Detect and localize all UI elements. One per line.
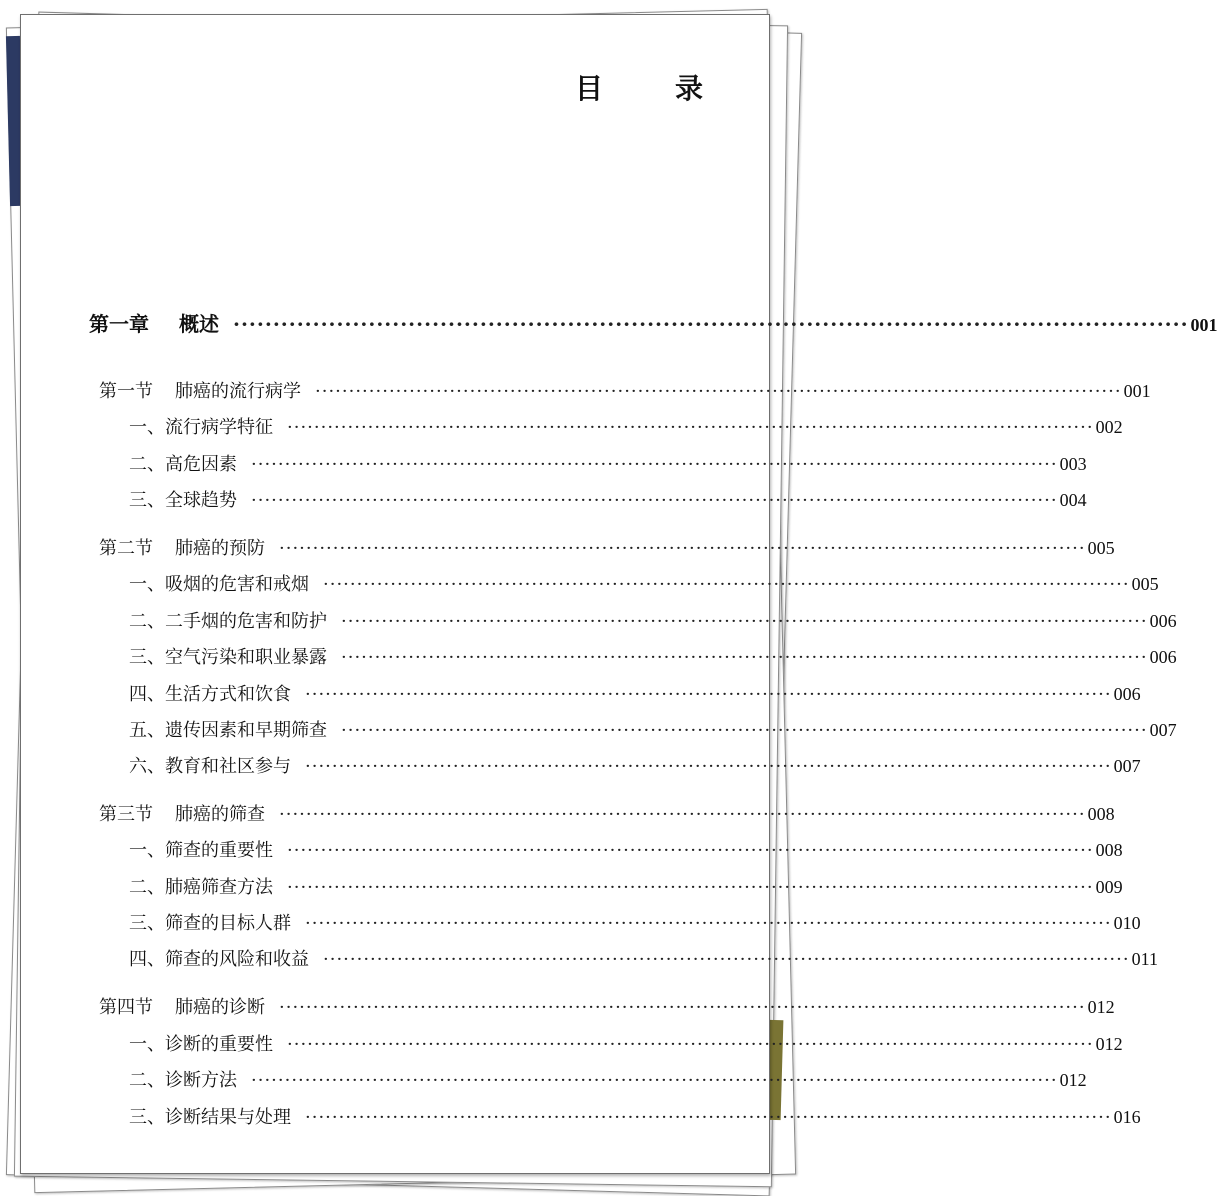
page-title: 目 录 — [574, 72, 725, 105]
toc-entry-title: 吸烟的危害和戒烟 — [165, 574, 309, 595]
toc-leader-dots: ························································································································ — [279, 804, 1086, 825]
toc-entry-item — [129, 413, 1123, 439]
toc-leader-dots: ························································································································ — [279, 538, 1086, 559]
toc-entry-section — [99, 993, 1115, 1019]
toc-entry-item — [129, 450, 1087, 476]
toc-leader-dots: ························································································································ — [233, 312, 1189, 336]
toc-page-number: 007 — [1149, 720, 1177, 740]
toc-page-number: 009 — [1095, 877, 1123, 897]
toc-entry-title: 全球趋势 — [165, 490, 237, 511]
toc-entry-item — [129, 1066, 1087, 1092]
toc-entry-section — [99, 534, 1115, 560]
toc-entry-title: 空气污染和职业暴露 — [165, 647, 327, 668]
toc-leader-dots: ························································································································ — [305, 1107, 1112, 1128]
toc-entry-title: 概述 — [179, 312, 219, 336]
toc-entry-item — [129, 945, 1158, 971]
toc-page-number: 012 — [1095, 1034, 1123, 1054]
toc-entry-title: 筛查的风险和收益 — [165, 949, 309, 970]
toc-leader-dots: ························································································································ — [287, 877, 1094, 898]
toc-entry-number: 第一章 — [89, 312, 149, 336]
toc-entry-number: 四、 — [129, 949, 165, 970]
toc-entry-number: 三、 — [129, 913, 165, 934]
toc-leader-dots: ························································································································ — [305, 913, 1112, 934]
toc-page-number: 001 — [1123, 381, 1151, 401]
toc-entry-title: 遗传因素和早期筛查 — [165, 720, 327, 741]
toc-entry-title: 二手烟的危害和防护 — [165, 611, 327, 632]
toc-entry-item — [129, 873, 1123, 899]
toc-page-number: 005 — [1087, 538, 1115, 558]
toc-entry-item — [129, 680, 1141, 706]
toc-entry-number: 第四节 — [99, 997, 153, 1018]
toc-page-number: 008 — [1095, 840, 1123, 860]
toc-entry-title: 教育和社区参与 — [165, 756, 291, 777]
toc-entry-title: 肺癌的流行病学 — [175, 381, 301, 402]
toc-entry-title: 筛查的重要性 — [165, 840, 273, 861]
toc-entry-number: 二、 — [129, 611, 165, 632]
toc-page-number: 006 — [1113, 684, 1141, 704]
toc-entry-number: 第一节 — [99, 381, 153, 402]
toc-entry-number: 二、 — [129, 1070, 165, 1091]
toc-leader-dots: ························································································································ — [251, 454, 1058, 475]
toc-entry-title: 生活方式和饮食 — [165, 684, 291, 705]
toc-page-number: 004 — [1059, 490, 1087, 510]
toc-entry-title: 流行病学特征 — [165, 417, 273, 438]
toc-entry-chapter — [89, 308, 1218, 337]
toc-leader-dots: ························································································································ — [341, 611, 1148, 632]
toc-entry-number: 五、 — [129, 720, 165, 741]
toc-leader-dots: ························································································································ — [323, 574, 1130, 595]
toc-leader-dots: ························································································································ — [287, 417, 1094, 438]
toc-entry-item — [129, 1103, 1141, 1129]
toc-entry-number: 三、 — [129, 490, 165, 511]
toc-entry-section — [99, 377, 1151, 403]
toc-entry-title: 肺癌的诊断 — [175, 997, 265, 1018]
toc-leader-dots: ························································································································ — [323, 949, 1130, 970]
toc-entry-number: 第二节 — [99, 538, 153, 559]
toc-entry-number: 一、 — [129, 574, 165, 595]
toc-leader-dots: ························································································································ — [251, 1070, 1058, 1091]
toc-leader-dots: ························································································································ — [315, 381, 1122, 402]
toc-entry-item — [129, 836, 1123, 862]
toc-entry-title: 肺癌筛查方法 — [165, 877, 273, 898]
toc-page-number: 002 — [1095, 417, 1123, 437]
toc-entry-number: 六、 — [129, 756, 165, 777]
toc-entry-title: 高危因素 — [165, 454, 237, 475]
toc-leader-dots: ························································································································ — [341, 720, 1148, 741]
toc-entry-number: 二、 — [129, 454, 165, 475]
toc-page-number: 016 — [1113, 1107, 1141, 1127]
toc-entry-number: 第三节 — [99, 804, 153, 825]
toc-page — [20, 14, 1218, 1174]
toc-page-number: 006 — [1149, 647, 1177, 667]
toc-entry-item — [129, 752, 1141, 778]
toc-leader-dots: ························································································································ — [305, 684, 1112, 705]
toc-page-number: 005 — [1131, 574, 1159, 594]
toc-entry-number: 三、 — [129, 647, 165, 668]
toc-page-number: 006 — [1149, 611, 1177, 631]
toc-page-number: 011 — [1131, 949, 1158, 969]
toc-leader-dots: ························································································································ — [251, 490, 1058, 511]
toc-leader-dots: ························································································································ — [279, 997, 1086, 1018]
toc-entry-item — [129, 716, 1177, 742]
toc-leader-dots: ························································································································ — [287, 1034, 1094, 1055]
toc-page-number: 003 — [1059, 454, 1087, 474]
toc-entry-title: 诊断方法 — [165, 1070, 237, 1091]
toc-entry-number: 一、 — [129, 840, 165, 861]
toc-entry-number: 一、 — [129, 417, 165, 438]
toc-entry-title: 筛查的目标人群 — [165, 913, 291, 934]
toc-page-number: 001 — [1190, 315, 1218, 335]
toc-entry-item — [129, 570, 1159, 596]
toc-entry-item — [129, 1030, 1123, 1056]
toc-page-number: 008 — [1087, 804, 1115, 824]
toc-entry-number: 一、 — [129, 1034, 165, 1055]
toc-entry-title: 肺癌的筛查 — [175, 804, 265, 825]
toc-leader-dots: ························································································································ — [305, 756, 1112, 777]
toc-page-number: 010 — [1113, 913, 1141, 933]
toc-entry-title: 诊断的重要性 — [165, 1034, 273, 1055]
toc-entry-number: 四、 — [129, 684, 165, 705]
toc-page-number: 007 — [1113, 756, 1141, 776]
toc-entry-item — [129, 486, 1087, 512]
toc-entry-section — [99, 800, 1115, 826]
toc-page-number: 012 — [1059, 1070, 1087, 1090]
toc-entry-number: 三、 — [129, 1107, 165, 1128]
toc-entry-item — [129, 607, 1177, 633]
toc-leader-dots: ························································································································ — [287, 840, 1094, 861]
toc-entry-title: 肺癌的预防 — [175, 538, 265, 559]
toc-entry-title: 诊断结果与处理 — [165, 1107, 291, 1128]
toc-entry-item — [129, 643, 1177, 669]
toc-entry-number: 二、 — [129, 877, 165, 898]
toc-leader-dots: ························································································································ — [341, 647, 1148, 668]
toc-page-number: 012 — [1087, 997, 1115, 1017]
toc-entry-item — [129, 909, 1141, 935]
